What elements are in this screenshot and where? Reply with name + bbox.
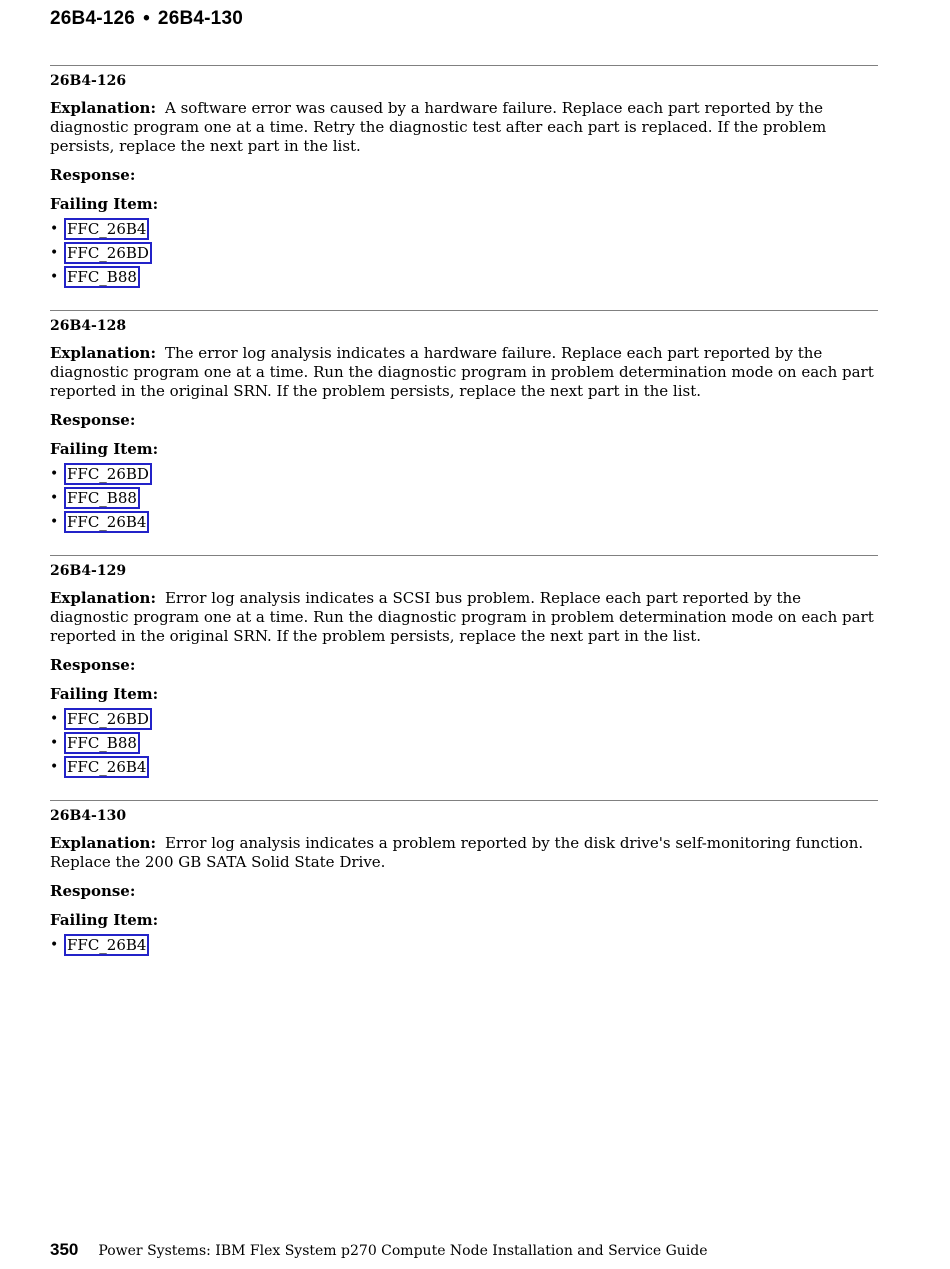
- failing-item-list: [50, 707, 878, 779]
- failing-item: [50, 755, 878, 779]
- failing-item-label: Failing Item:: [50, 195, 159, 213]
- bullet-icon: •: [50, 937, 59, 953]
- ffc-link[interactable]: FFC_B88: [64, 487, 140, 509]
- page-number: 350: [50, 1240, 79, 1259]
- ffc-link[interactable]: FFC_26B4: [64, 756, 149, 778]
- document-body: [50, 65, 878, 957]
- explanation-label: Explanation:: [50, 344, 156, 362]
- explanation: [50, 834, 878, 872]
- error-code: 26B4-128: [50, 318, 127, 334]
- bullet-icon: •: [50, 735, 59, 751]
- ffc-link[interactable]: FFC_26B4: [64, 218, 149, 240]
- failing-item-list: [50, 933, 878, 957]
- failing-item: [50, 731, 878, 755]
- bullet-icon: •: [50, 759, 59, 775]
- bullet-icon: •: [50, 711, 59, 727]
- failing-item-label: Failing Item:: [50, 911, 159, 929]
- response-label: Response:: [50, 166, 136, 184]
- error-code: 26B4-126: [50, 73, 127, 89]
- ffc-link[interactable]: FFC_26B4: [64, 934, 149, 956]
- explanation-text: A software error was caused by a hardware failure. Replace each part reported by the diagnostic program one at a time. Retry the diagnostic test after each part is replaced. If the problem persists, replace the next part in the list.: [50, 99, 827, 155]
- failing-item-list: [50, 217, 878, 289]
- response-label: Response:: [50, 882, 136, 900]
- explanation-label: Explanation:: [50, 834, 156, 852]
- error-code: 26B4-130: [50, 808, 127, 824]
- explanation-text: Error log analysis indicates a problem reported by the disk drive's self-monitoring function. Replace the 200 GB SATA Solid State Drive.: [50, 834, 864, 871]
- explanation-label: Explanation:: [50, 589, 156, 607]
- page-footer: [50, 1240, 708, 1260]
- failing-item: [50, 707, 878, 731]
- error-code: 26B4-129: [50, 563, 127, 579]
- failing-item: [50, 486, 878, 510]
- header-separator: •: [143, 8, 150, 29]
- bullet-icon: •: [50, 245, 59, 261]
- explanation: [50, 589, 878, 646]
- failing-item: [50, 510, 878, 534]
- explanation: [50, 99, 878, 156]
- running-header: [50, 8, 243, 30]
- bullet-icon: •: [50, 490, 59, 506]
- ffc-link[interactable]: FFC_26BD: [64, 242, 152, 264]
- ffc-link[interactable]: FFC_26BD: [64, 463, 152, 485]
- failing-item-label: Failing Item:: [50, 440, 159, 458]
- explanation-text: Error log analysis indicates a SCSI bus problem. Replace each part reported by the diagnostic program one at a time. Run the diagnostic program in problem determination mode on each part reported in the original SRN. If the problem persists, replace the next part in the list.: [50, 589, 874, 645]
- failing-item: [50, 241, 878, 265]
- explanation-text: The error log analysis indicates a hardware failure. Replace each part reported by the diagnostic program one at a time. Run the diagnostic program in problem determination mode on each part reported in the original SRN. If the problem persists, replace the next part in the list.: [50, 344, 874, 400]
- failing-item: [50, 217, 878, 241]
- error-entry: [50, 310, 878, 534]
- guide-title: Power Systems: IBM Flex System p270 Compute Node Installation and Service Guide: [98, 1243, 708, 1259]
- failing-item: [50, 265, 878, 289]
- bullet-icon: •: [50, 466, 59, 482]
- header-last-code: 26B4-130: [157, 8, 243, 29]
- error-entry: [50, 65, 878, 289]
- failing-item-list: [50, 462, 878, 534]
- explanation: [50, 344, 878, 401]
- bullet-icon: •: [50, 514, 59, 530]
- error-entry: [50, 800, 878, 957]
- ffc-link[interactable]: FFC_B88: [64, 732, 140, 754]
- failing-item: [50, 462, 878, 486]
- failing-item: [50, 933, 878, 957]
- header-first-code: 26B4-126: [50, 8, 136, 29]
- ffc-link[interactable]: FFC_B88: [64, 266, 140, 288]
- ffc-link[interactable]: FFC_26BD: [64, 708, 152, 730]
- error-entry: [50, 555, 878, 779]
- response-label: Response:: [50, 656, 136, 674]
- explanation-label: Explanation:: [50, 99, 156, 117]
- ffc-link[interactable]: FFC_26B4: [64, 511, 149, 533]
- bullet-icon: •: [50, 269, 59, 285]
- failing-item-label: Failing Item:: [50, 685, 159, 703]
- bullet-icon: •: [50, 221, 59, 237]
- response-label: Response:: [50, 411, 136, 429]
